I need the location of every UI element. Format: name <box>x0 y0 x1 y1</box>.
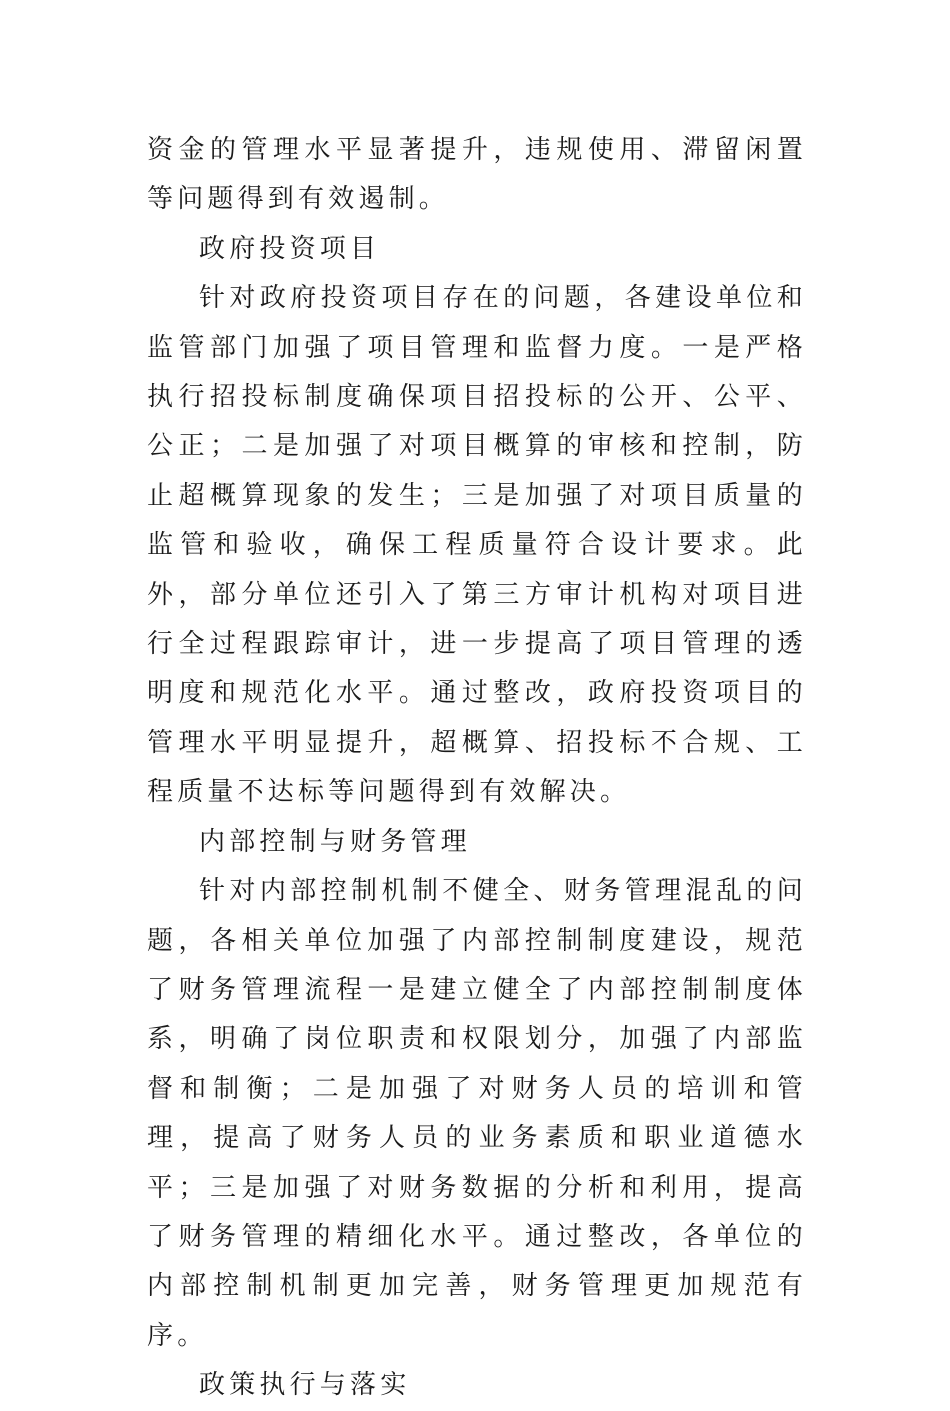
paragraph-internal-control: 针对内部控制机制不健全、财务管理混乱的问题，各相关单位加强了内部控制制度建设，规范了财务管理流程一是建立健全了内部控制制度体系，明确了岗位职责和权限划分，加强了内部监督和制衡；二是加强了对财务人员的培训和管理，提高了财务人员的业务素质和职业道德水平；三是加强了对财务数据的分析和利用，提高了财务管理的精细化水平。通过整改，各单位的内部控制机制更加完善，财务管理更加规范有序。 <box>147 876 807 1351</box>
section-heading-internal-control: 内部控制与财务管理 <box>199 826 471 857</box>
section-heading-government-investment: 政府投资项目 <box>199 233 381 264</box>
section-heading-policy-execution: 政策执行与落实 <box>199 1370 411 1401</box>
paragraph-government-investment: 针对政府投资项目存在的问题，各建设单位和监管部门加强了项目管理和监督力度。一是严格执行招投标制度确保项目招投标的公开、公平、公正；二是加强了对项目概算的审核和控制，防止超概算现象的发生；三是加强了对项目质量的监管和验收，确保工程质量符合设计要求。此外，部分单位还引入了第三方审计机构对项目进行全过程跟踪审计，进一步提高了项目管理的透明度和规范化水平。通过整改，政府投资项目的管理水平明显提升，超概算、招投标不合规、工程质量不达标等问题得到有效解决。 <box>147 283 807 808</box>
paragraph-continuation: 资金的管理水平显著提升，违规使用、滞留闲置等问题得到有效遏制。 <box>147 135 807 215</box>
document-body <box>147 126 807 1411</box>
